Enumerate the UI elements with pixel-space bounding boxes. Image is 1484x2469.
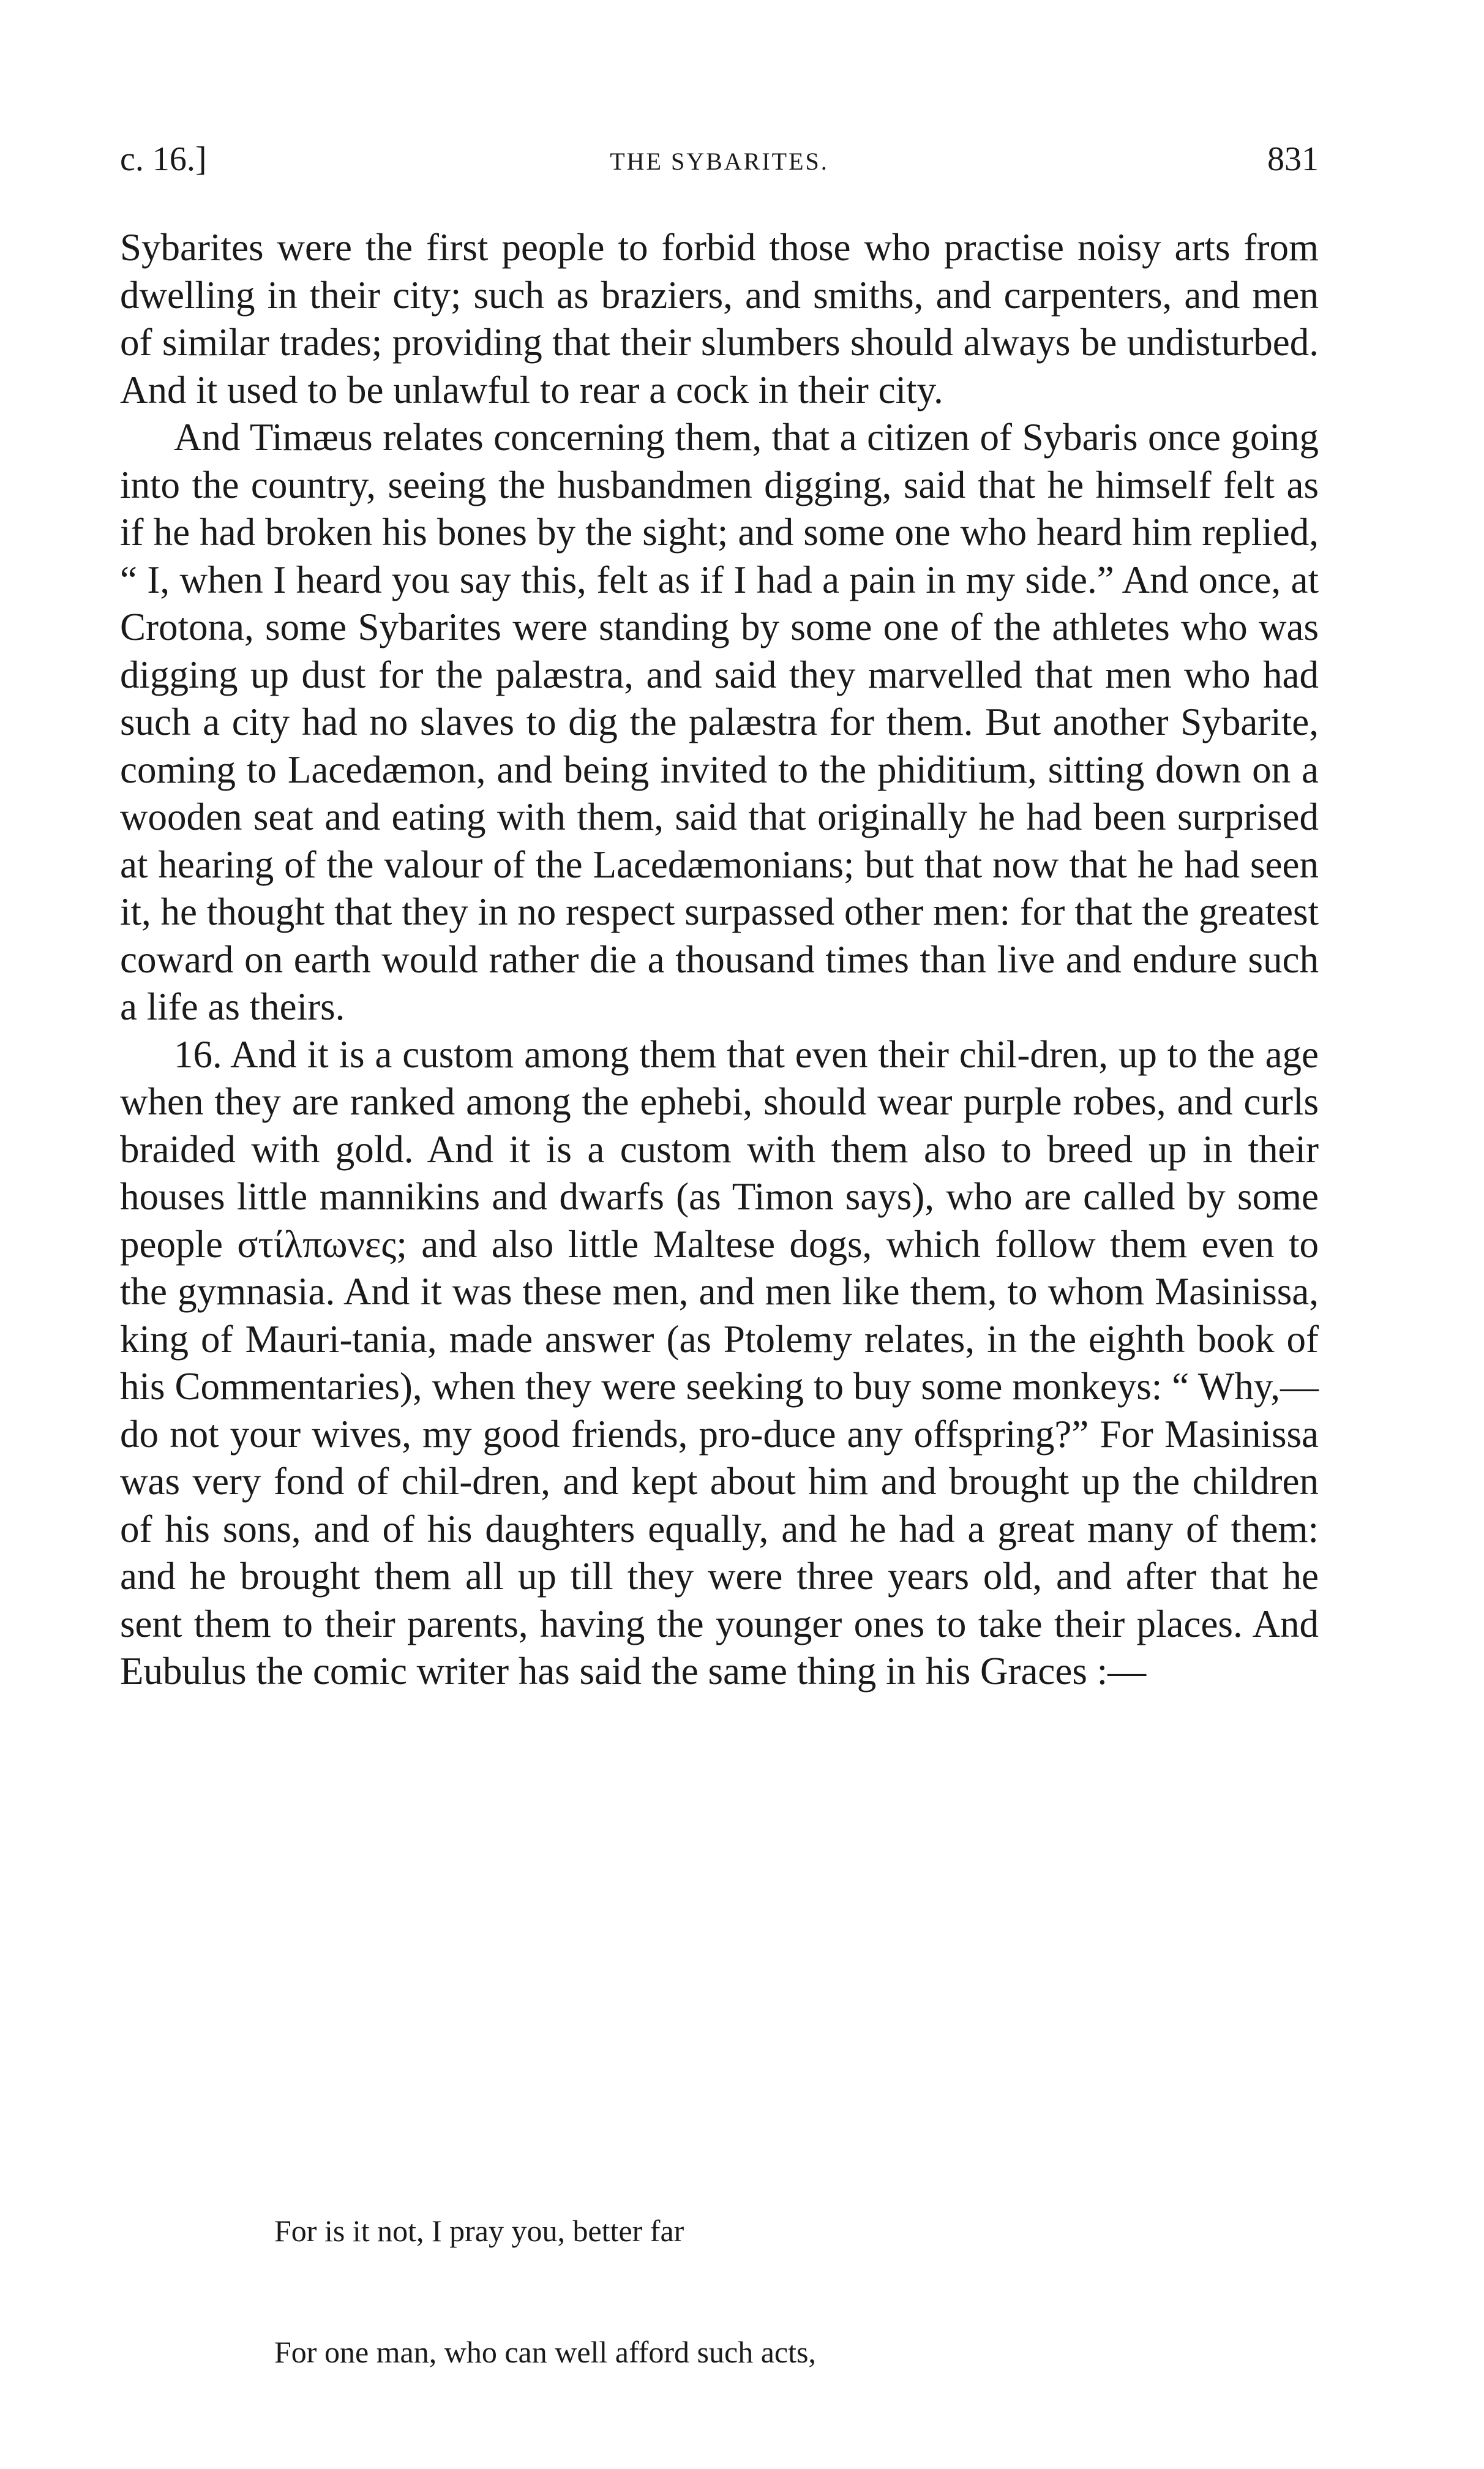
chapter-reference: c. 16.] <box>120 140 207 178</box>
verse-line: For is it not, I pray you, better far <box>274 2214 684 2248</box>
paragraph-continued: Sybarites were the first people to forbid those who practise noisy arts from dwelling in their city; such as braziers, and smiths, and carpenters, and men of similar trades; providing that their slumbers should always be undisturbed. And it used to be unlawful to rear a cock in their city. <box>120 226 1319 412</box>
page-number: 831 <box>1267 140 1319 178</box>
running-title: THE SYBARITES. <box>610 148 829 175</box>
paragraph-section-16: 16. And it is a custom among them that even their chil-dren, up to the age when they are ranked among the ephebi, should wear purple robes, and curls braided with gold. And it is a custom with them also to breed up in their houses little mannikins and dwarfs (as Timon says), who are called by some people στίλπωνες; and also little Maltese dogs, which follow them even to the gymnasia. And it was these men, and men like them, to whom Masinissa, king of Mauri-tania, made answer (as Ptolemy relates, in the eighth book of his Commentaries), when they were seeking to buy some monkeys: “ Why,—do not your wives, my good friends, pro-duce any offspring?” For Masinissa was very fond of chil-dren, and kept about him and brought up the children of his sons, and of his daughters equally, and he had a great many of them: and he brought them all up till they were three years old, and after that he sent them to their parents, having the younger ones to take their places. And Eubulus the comic writer has said the same thing in his Graces :— <box>120 1032 1319 1693</box>
paragraph-timaeus: And Timæus relates concerning them, that a citizen of Sybaris once going into the country, seeing the husbandmen digging, said that he himself felt as if he had broken his bones by the sight; and some one who heard him replied, “ I, when I heard you say this, felt as if I had a pain in my side.” And once, at Crotona, some Sybarites were standing by some one of the athletes who was digging up dust for the palæstra, and said they marvelled that men who had such a city had no slaves to dig the palæstra for them. But another Sybarite, coming to Lacedæmon, and being invited to the phiditium, sitting down on a wooden seat and eating with them, said that originally he had been surprised at hearing of the valour of the Lacedæmonians; but that now that he had seen it, he thought that they in no respect surpassed other men: for that the greatest coward on earth would rather die a thousand times than live and endure such a life as theirs. <box>120 416 1319 1028</box>
running-head <box>120 140 1319 189</box>
verse-line: For one man, who can well afford such acts, <box>274 2335 816 2369</box>
verse-quotation <box>274 2130 816 2453</box>
body-text <box>120 224 1319 1696</box>
